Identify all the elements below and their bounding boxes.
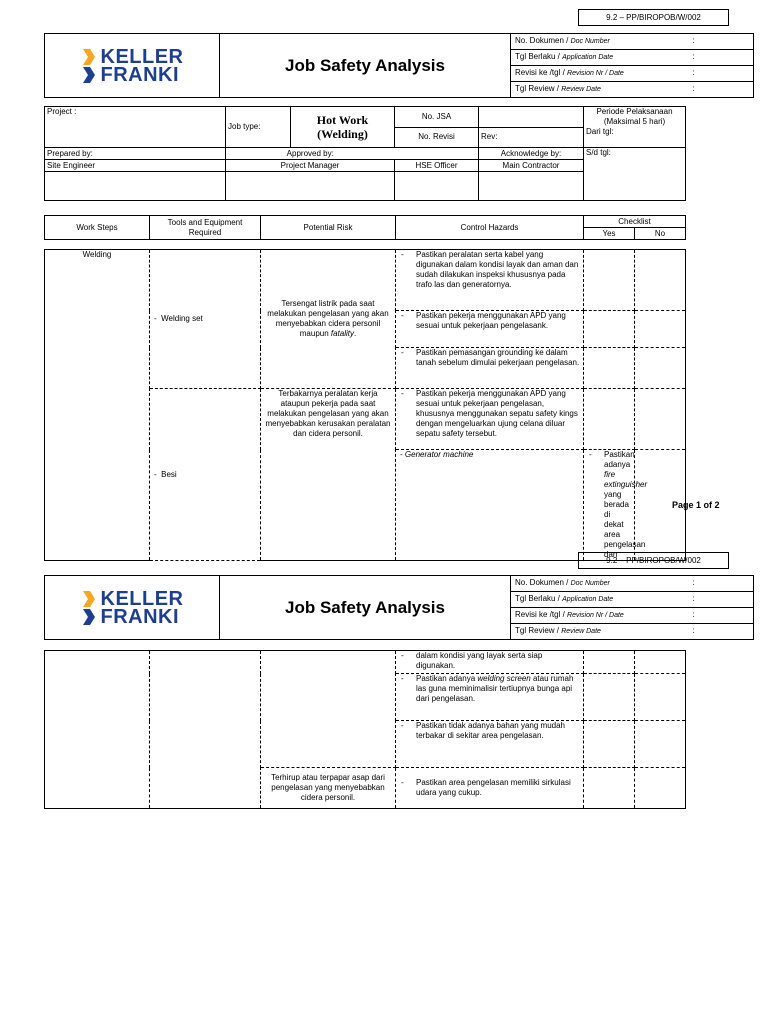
sign-main-contractor	[479, 172, 584, 201]
check-no-4[interactable]	[635, 389, 686, 450]
page-number: Page 1 of 2	[672, 500, 720, 510]
meta-doc-number: No. Dokumen / Doc Number :	[511, 34, 754, 50]
sign-project-manager	[226, 172, 395, 201]
column-header-table	[44, 215, 686, 240]
no-jsa-value	[479, 107, 584, 128]
logo-line2: FRANKI	[100, 63, 180, 86]
tool-welding-set: - Welding set	[150, 250, 261, 389]
site-engineer-label: Site Engineer	[45, 160, 226, 172]
work-step-cell: Welding	[45, 250, 150, 561]
job-type-value: Hot Work (Welding)	[291, 107, 395, 148]
meta-application-date-p2: Tgl Berlaku / Application Date :	[511, 592, 754, 608]
control-hazard-4: - Pastikan pekerja menggunakan APD yang sesuai untuk pekerjaan pengelasan, khususnya menggunakan sepatu safety kings dengan mengeluarkan ujung celana diluar sepatu safety tersebut.	[396, 389, 584, 450]
meta-revision-p2: Revisi ke /tgl / Revision Nr / Date :	[511, 608, 754, 624]
control-hazard-5: - Pastikan adanya fire extinguisher yang berada di dekat area pengelasan dan	[584, 450, 635, 561]
logo-cell-p2	[45, 576, 220, 640]
logo-line1: KELLER	[100, 45, 184, 68]
keller-franki-logo-p2	[47, 589, 217, 627]
periode-cell: Periode Pelaksanaan (Maksimal 5 hari) Dari tgl:	[584, 107, 686, 148]
check-yes-3[interactable]	[584, 348, 635, 389]
check-no-p2-1[interactable]	[635, 651, 686, 674]
check-yes-2[interactable]	[584, 311, 635, 348]
logo-line2: FRANKI	[100, 605, 180, 628]
check-yes-4[interactable]	[584, 389, 635, 450]
col-yes: Yes	[584, 228, 635, 240]
col-work-steps: Work Steps	[45, 216, 150, 240]
prepared-by-label: Prepared by:	[45, 148, 226, 160]
document-header	[44, 33, 754, 98]
check-no-2[interactable]	[635, 311, 686, 348]
project-info-table	[44, 106, 686, 201]
risk-fire: Terbakarnya peralatan kerja ataupun pekerja pada saat melakukan pengelasan yang akan menyebabkan kerusakan peralatan dan cidera personil.	[261, 389, 396, 561]
rev-label: Rev:	[479, 127, 584, 148]
check-no-1[interactable]	[635, 250, 686, 311]
col-tools: Tools and Equipment Required	[150, 216, 261, 240]
logo-line1: KELLER	[100, 587, 184, 610]
work-step-cell-p2	[45, 651, 150, 809]
control-hazard-3: - Pastikan pemasangan grounding ke dalam tanah sebelum dimulai pekerjaan pengelasan.	[396, 348, 584, 389]
doc-reference: 9.2 – PP/BIROPOB/W/002	[578, 9, 729, 26]
risk-smoke: Terhirup atau terpapar asap dari pengelasan yang menyebabkan cidera personil.	[261, 768, 396, 809]
doc-reference-p2: 9.2 – PP/BIROPOB/W/002	[578, 552, 729, 569]
document-header-p2	[44, 575, 754, 640]
main-contractor-label: Main Contractor	[479, 160, 584, 172]
control-hazard-2: - Pastikan pekerja menggunakan APD yang sesuai untuk pekerjaan pengelasank.	[396, 311, 584, 348]
meta-review-date: Tgl Review / Review Date :	[511, 82, 754, 98]
sign-site-engineer	[45, 172, 226, 201]
risk-electric-shock: Tersengat listrik pada saat melakukan pengelasan yang akan menyebabkan cidera personil maupun fatality.	[261, 250, 396, 389]
sign-hse-officer	[395, 172, 479, 201]
document-title-p2: Job Safety Analysis	[220, 576, 511, 640]
control-hazard-p2-1: - dalam kondisi yang layak serta siap digunakan.	[396, 651, 584, 674]
meta-review-date-p2: Tgl Review / Review Date :	[511, 624, 754, 640]
meta-doc-number-p2: No. Dokumen / Doc Number :	[511, 576, 754, 592]
col-checklist: Checklist	[584, 216, 686, 228]
tools-cell-p2	[150, 651, 261, 809]
approved-by-label: Approved by:	[226, 148, 395, 160]
check-no-p2-2[interactable]	[635, 674, 686, 721]
jsa-table-page1	[44, 249, 686, 561]
tool-besi: - Besi	[150, 389, 261, 561]
check-yes-p2-3[interactable]	[584, 721, 635, 768]
col-risk: Potential Risk	[261, 216, 396, 240]
check-yes-p2-4[interactable]	[584, 768, 635, 809]
hse-officer-label: HSE Officer	[395, 160, 479, 172]
check-yes-p2-1[interactable]	[584, 651, 635, 674]
dari-tgl-label: Dari tgl:	[586, 127, 614, 136]
control-hazard-p2-4: - Pastikan area pengelasan memiliki sirkulasi udara yang cukup.	[396, 768, 584, 809]
job-type-label: Job type:	[226, 107, 291, 148]
project-manager-label: Project Manager	[226, 160, 395, 172]
keller-franki-logo	[47, 47, 217, 85]
control-hazard-1: - Pastikan peralatan serta kabel yang digunakan dalam kondisi layak dan aman dan sudah dilakukan inspeksi khususnya pada trafo las dan generatornya.	[396, 250, 584, 311]
document-title: Job Safety Analysis	[220, 34, 511, 98]
col-control: Control Hazards	[396, 216, 584, 240]
control-hazard-p2-3: - Pastikan tidak adanya bahan yang mudah terbakar di sekitar area pengelasan.	[396, 721, 584, 768]
jsa-table-page2	[44, 650, 686, 809]
check-no-p2-3[interactable]	[635, 721, 686, 768]
no-jsa-label: No. JSA	[395, 107, 479, 128]
check-yes-1[interactable]	[584, 250, 635, 311]
sd-tgl-label: S/d tgl:	[584, 148, 686, 201]
acknowledge-by-label: Acknowledge by:	[479, 148, 584, 160]
logo-mark-icon	[81, 589, 97, 627]
control-hazard-p2-2: - Pastikan adanya welding screen atau rumah las guna meminimalisir tertiupnya bunga api dari pengelasan.	[396, 674, 584, 721]
risk-cell-p2	[261, 651, 396, 768]
logo-cell	[45, 34, 220, 98]
col-no: No	[635, 228, 686, 240]
meta-application-date: Tgl Berlaku / Application Date :	[511, 50, 754, 66]
project-label: Project :	[45, 107, 226, 148]
logo-mark-icon	[81, 47, 97, 85]
check-no-3[interactable]	[635, 348, 686, 389]
check-yes-p2-2[interactable]	[584, 674, 635, 721]
tool-generator: - Generator machine	[396, 450, 584, 561]
no-revisi-label: No. Revisi	[395, 127, 479, 148]
meta-revision: Revisi ke /tgl / Revision Nr / Date :	[511, 66, 754, 82]
check-no-p2-4[interactable]	[635, 768, 686, 809]
